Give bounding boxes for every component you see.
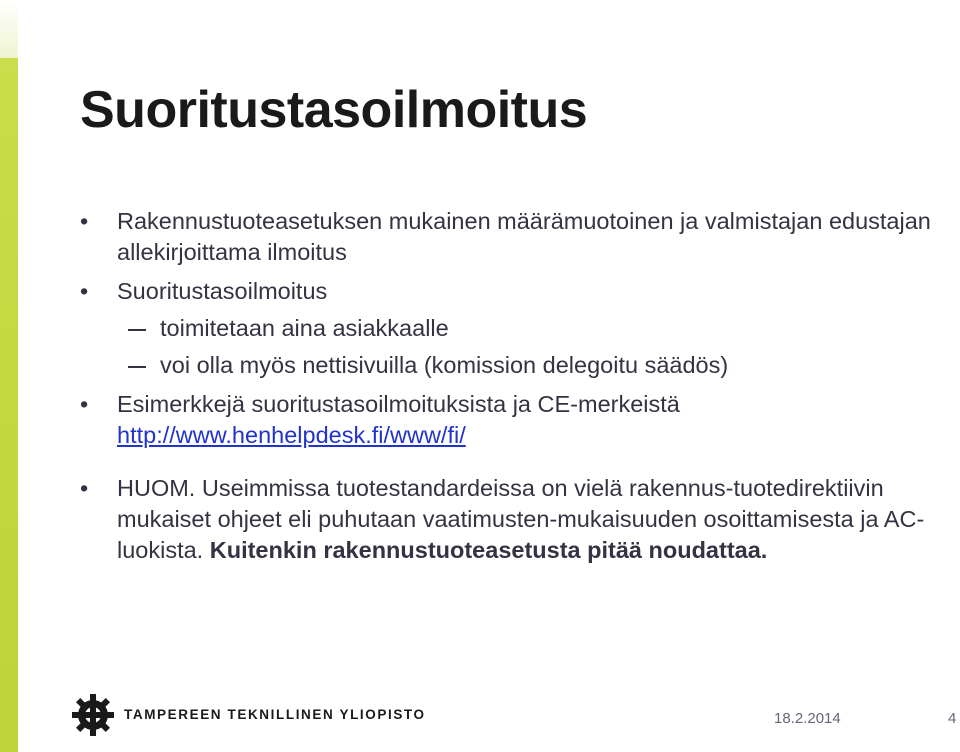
sub-bullet-item	[80, 313, 950, 344]
sub-bullet-text: voi olla myös nettisivuilla (komission delegoitu säädös)	[160, 352, 729, 378]
gear-logo-icon	[70, 692, 116, 738]
bullet-text-bold: Kuitenkin rakennustuoteasetusta pitää noudattaa.	[209, 537, 768, 563]
bullet-text: Suoritustasoilmoitus	[117, 278, 328, 304]
slide-content	[80, 206, 950, 566]
accent-bar-fade	[0, 0, 18, 58]
bullet-item	[80, 473, 950, 566]
example-link[interactable]: http://www.henhelpdesk.fi/www/fi/	[117, 422, 466, 448]
bullet-item	[80, 206, 950, 268]
bullet-item	[80, 389, 950, 451]
bullet-text: HUOM. Useimmissa tuotestandardeissa on vielä rakennus-tuotedirektiivin mukaiset ohjeet eli puhutaan vaatimusten-mukaisuuden osoittamisesta ja AC-luokista.	[117, 475, 925, 563]
bullet-item	[80, 276, 950, 307]
bullet-text: Rakennustuoteasetuksen mukainen määrämuotoinen ja valmistajan edustajan allekirjoittama ilmoitus	[117, 208, 931, 265]
sub-bullet-item	[80, 350, 950, 381]
slide-date: 18.2.2014	[774, 710, 841, 727]
slide-title: Suoritustasoilmoitus	[80, 81, 588, 139]
sub-bullet-text: toimitetaan aina asiakkaalle	[160, 315, 449, 341]
page-number: 4	[948, 710, 957, 727]
accent-bar	[0, 58, 18, 752]
bullet-text: Esimerkkejä suoritustasoilmoituksista ja CE-merkeistä	[117, 391, 680, 417]
university-name: TAMPEREEN TEKNILLINEN YLIOPISTO	[124, 707, 426, 722]
